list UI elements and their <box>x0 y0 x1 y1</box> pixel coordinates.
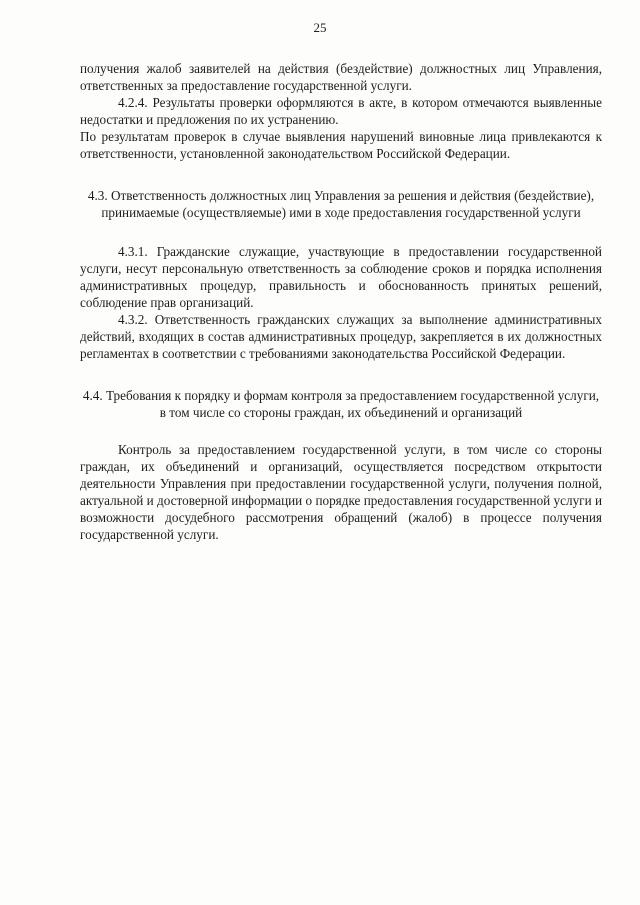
paragraph-4-3-2: 4.3.2. Ответственность гражданских служащих за выполнение административных действий, входящих в состав административных процедур, закрепляется в их должностных регламентах в соответствии с требованиями законодательства Российской Федерации. <box>80 312 602 361</box>
paragraph-4-3-1: 4.3.1. Гражданские служащие, участвующие в предоставлении государственной услуги, несут персональную ответственность за соблюдение сроков и порядка исполнения административных процедур, правильность и обоснованность принятых решений, соблюдение прав организаций. <box>80 244 602 310</box>
spacer <box>80 221 602 243</box>
section-4-3-heading: 4.3. Ответственность должностных лиц Управления за решения и действия (бездействие), принимаемые (осуществляемые) ими в ходе предоставления государственной услуги <box>87 188 595 220</box>
page-number: 25 <box>313 20 327 35</box>
paragraph-violations-responsibility: По результатам проверок в случае выявления нарушений виновные лица привлекаются к ответственности, установленной законодательством Российской Федерации. <box>80 129 602 161</box>
spacer <box>80 162 602 188</box>
spacer <box>80 421 602 441</box>
spacer <box>80 362 602 388</box>
paragraph-4-2-4: 4.2.4. Результаты проверки оформляются в акте, в котором отмечаются выявленные недостатки и предложения по их устранению. <box>80 95 602 127</box>
document-body <box>80 60 602 543</box>
section-4-4-heading: 4.4. Требования к порядку и формам контроля за предоставлением государственной услуги, в том числе со стороны граждан, их объединений и организаций <box>82 388 600 420</box>
paragraph-4-4-control: Контроль за предоставлением государственной услуги, в том числе со стороны граждан, их объединений и организаций, осуществляется посредством открытости деятельности Управления при предоставлении государственной услуги, получения полной, актуальной и достоверной информации о порядке предоставления государственной услуги и возможности досудебного рассмотрения обращений (жалоб) в процессе получения государственной услуги. <box>80 442 602 542</box>
paragraph-complaints-continuation: получения жалоб заявителей на действия (бездействие) должностных лиц Управления, ответственных за предоставление государственной услуги. <box>80 61 602 93</box>
